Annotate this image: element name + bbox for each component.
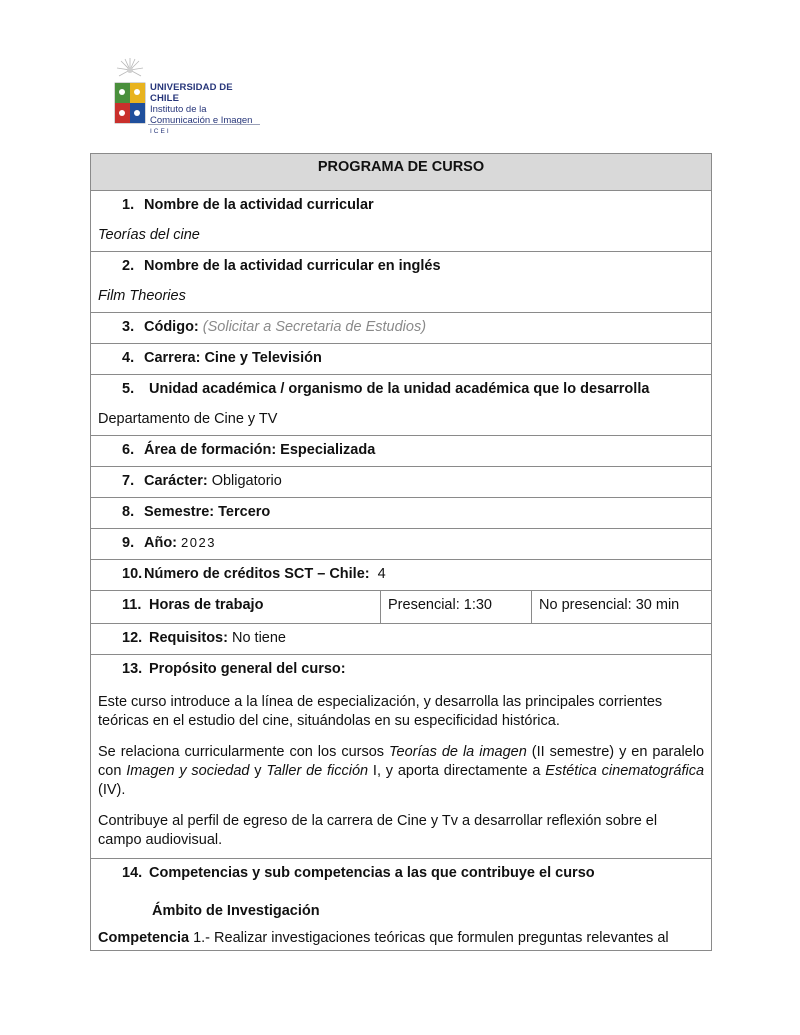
logo-line-2: Instituto de la [150,104,207,115]
section-3 [91,313,712,344]
competency-text: 1.- Realizar investigaciones teóricas que formulen preguntas relevantes al [189,930,669,946]
text-run: y [249,763,267,779]
requirements: No tiene [231,630,286,646]
hours-no-presencial: No presencial: 30 min [539,597,680,613]
course-reference: Estética cinematográfica [545,763,705,779]
section-label: Carácter: [144,473,208,489]
section-number: 2. [122,258,135,274]
section-label: Área de formación: Especializada [144,442,376,458]
table-header-row [91,154,712,191]
section-label: Propósito general del curso: [149,661,346,677]
section-9 [91,529,712,560]
section-number: 5. [122,381,135,397]
purpose-paragraph-2 [98,743,704,800]
section-7 [91,467,712,498]
course-reference: Taller de ficción [266,763,369,779]
section-13 [91,655,712,859]
university-logo [112,58,264,135]
table-header: PROGRAMA DE CURSO [91,154,712,191]
course-name: Teorías del cine [98,227,200,243]
section-number: 4. [122,350,135,366]
course-code: (Solicitar a Secretaria de Estudios) [202,319,427,335]
section-number: 3. [122,319,135,335]
section-number: 13. [122,661,143,677]
section-number: 11. [122,597,142,613]
section-number: 12. [122,630,143,646]
section-label: Carrera: Cine y Televisión [144,350,322,366]
section-label: Código: [144,319,199,335]
purpose-paragraph-1: Este curso introduce a la línea de especialización, y desarrolla las principales corrientes teóricas en el estudio del cine, situándolas en su especificidad histórica. [98,694,663,729]
logo-line-3: Comunicación e Imagen [150,115,253,126]
section-number: 9. [122,535,135,551]
section-label: Semestre: Tercero [144,504,271,520]
competency-label: Competencia [98,930,190,946]
section-label: Competencias y sub competencias a las que contribuye el curso [149,865,595,881]
section-number: 7. [122,473,135,489]
section-2 [91,252,712,313]
sct-credits: 4 [377,566,386,582]
section-label: Año: [144,535,178,551]
course-reference: Imagen y sociedad [126,763,250,779]
section-label: Horas de trabajo [149,597,264,613]
course-character: Obligatorio [211,473,282,489]
section-5 [91,375,712,436]
text-run: (II semestre) y en paralelo con [98,744,705,779]
section-4 [91,344,712,375]
course-program-table [90,153,712,951]
course-reference: Teorías de la imagen [389,744,527,760]
course-year: 2023 [181,535,216,550]
competency-area-heading: Ámbito de Investigación [152,903,320,919]
section-11 [91,591,712,624]
section-label: Requisitos: [149,630,228,646]
section-number: 1. [122,197,135,213]
logo-line-1: UNIVERSIDAD DE CHILE [150,82,233,104]
section-label: Nombre de la actividad curricular en inglés [144,258,441,274]
section-14 [91,859,712,951]
section-6 [91,436,712,467]
section-label: Número de créditos SCT – Chile: [144,566,370,582]
hours-presencial: Presencial: 1:30 [388,597,492,613]
text-run: (IV). [98,782,126,798]
section-label: Nombre de la actividad curricular [144,197,374,213]
section-1 [91,191,712,252]
section-number: 10. [122,566,143,582]
competency-1 [98,929,704,948]
section-8 [91,498,712,529]
logo-line-4: ICEI [150,128,171,135]
section-number: 8. [122,504,135,520]
logo-text [150,82,264,137]
logo-divider [148,124,260,125]
section-number: 6. [122,442,135,458]
section-12 [91,624,712,655]
academic-unit: Departamento de Cine y TV [98,411,278,427]
university-crest-icon [112,58,148,128]
purpose-paragraph-3: Contribuye al perfil de egreso de la carrera de Cine y Tv a desarrollar reflexión sobre el campo audiovisual. [98,813,658,848]
section-number: 14. [122,865,143,881]
section-label: Unidad académica / organismo de la unidad académica que lo desarrolla [149,381,650,397]
course-name-english: Film Theories [98,288,186,304]
section-10 [91,560,712,591]
text-run: Se relaciona curricularmente con los cursos [98,744,390,760]
text-run: I, y aporta directamente a [368,763,546,779]
